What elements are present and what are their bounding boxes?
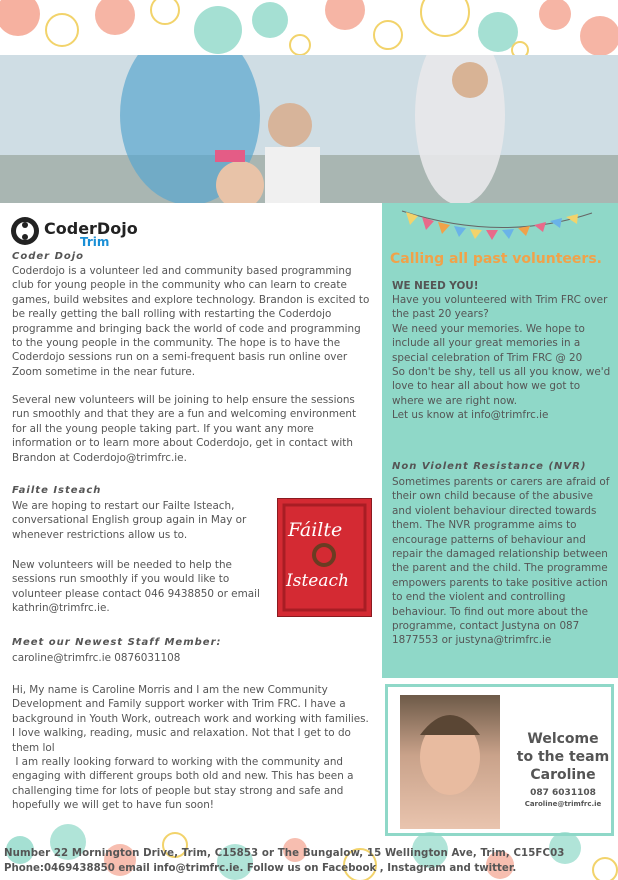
welcome-box — [385, 684, 614, 836]
failte-sign-image — [277, 498, 372, 617]
welcome-line-3: Caroline — [530, 767, 596, 783]
volunteers-para: Have you volunteered with Trim FRC over the past 20 years? We need your memories. We hope to include all your great memories in a special celebration of Trim FRC @ 20 So don't be shy, tell us all you know, we'd love to hear all about how we got to where we are right now. Let us know at info@trimfrc.ie — [392, 294, 611, 422]
caroline-photo — [400, 695, 500, 829]
coderdojo-para-2: Several new volunteers will be joining to help ensure the sessions run smoothly and that they are a fun and welcoming environment for all the young people taking part. If you want any more information or to learn more about Coderdojo, get in contact with Brandon at Coderdojo@trimfrc.ie. — [12, 394, 360, 464]
sign-line-1: Fáilte — [288, 519, 343, 541]
sign-line-2: Isteach — [286, 571, 349, 591]
sign-door-illustration — [278, 499, 371, 616]
welcome-line-1: Welcome — [527, 731, 599, 747]
staff-para: Hi, My name is Caroline Morris and I am the new Community Development and Family support worker with Trim FRC. I have a background in Youth Work, outreach work and working with families. I love walking, reading, music and relaxation. Not that I get to do them lol I am really looking forward to working with the community and engaging with different groups both old and new. This has been a challenging time for lots of people but stay strong and safe and hopefully we will get to have fun soon! — [12, 684, 369, 812]
decorative-header — [0, 0, 618, 58]
volunteers-subheading: WE NEED YOU! — [392, 280, 479, 292]
welcome-phone: 087 6031108 — [530, 788, 596, 798]
left-column — [0, 203, 380, 843]
footer — [0, 845, 618, 880]
nvr-para: Sometimes parents or carers are afraid of their own child because of the abusive and violent behaviour directed towards them. The NVR programme aims to encourage patterns of behaviour and repair the damaged relationship between the parent and the child. The programme empowers parents to take positive action to end the violent and controlling behaviour. To find out more about the programme, contact Justyna on 087 1877553 or justyna@trimfrc.ie — [392, 476, 613, 647]
failte-para-1: We are hoping to restart our Failte Isteach, conversational English group again in May or whenever restrictions allow us to. — [12, 500, 250, 541]
footer-address: Number 22 Mornington Drive, Trim, C15853 or The Bungalow, 15 Wellington Ave, Trim, C15FC03 — [4, 848, 565, 859]
photo-illustration — [0, 55, 618, 203]
staff-contact: caroline@trimfrc.ie 0876031108 — [12, 652, 181, 664]
logo-text: CoderDojo — [44, 219, 138, 238]
coderdojo-logo — [10, 213, 138, 251]
welcome-line-2: to the team — [516, 749, 610, 765]
right-column — [382, 203, 618, 678]
dojo-logo-icon — [10, 216, 40, 246]
footer-contact: Phone:0469438850 email info@trimfrc.ie. Follow us on Facebook , Instagram and twitter. — [4, 863, 517, 874]
coderdojo-para-1: Coderdojo is a volunteer led and community based programming club for young people in the community who can learn to create games, build websites and explore technology. Brandon is excited to be really getting the ball rolling with restarting the Coderdojo programme and bringing back the world of code and programming to the young people in the community. The hope is to have the Coderdojo sessions run on a semi-frequent basis run online over Zoom sometime in the near future. — [12, 265, 373, 378]
logo-sub: Trim — [80, 235, 110, 249]
bunting-decoration — [382, 203, 618, 253]
welcome-email: Caroline@trimfrc.ie — [524, 800, 602, 808]
portrait-illustration — [400, 695, 500, 829]
staff-heading: Meet our Newest Staff Member: — [12, 637, 222, 648]
nvr-heading: Non Violent Resistance (NVR) — [392, 461, 587, 472]
coderdojo-heading: Coder Dojo — [12, 251, 85, 262]
family-running-photo — [0, 55, 618, 203]
circle-pattern — [0, 0, 618, 58]
failte-para-2: New volunteers will be needed to help the sessions run smoothly if you would like to volunteer please contact 046 9438850 or email kathrin@trimfrc.ie. — [12, 559, 267, 615]
volunteers-title: Calling all past volunteers. — [390, 251, 602, 267]
failte-heading: Failte Isteach — [12, 485, 102, 496]
